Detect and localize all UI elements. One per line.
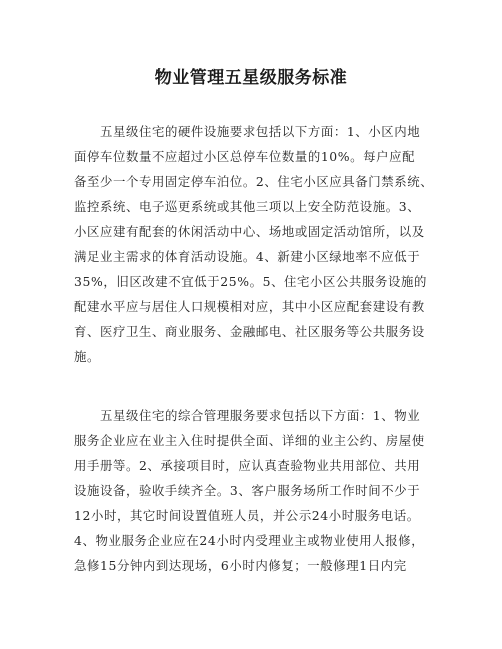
paragraph-line: 35%，旧区改建不宜低于25%。5、住宅小区公共服务设施的 [74,274,427,289]
paragraph-line: 五星级住宅的硬件设施要求包括以下方面：1、小区内地 [100,124,421,139]
paragraph-line: 急修15分钟内到达现场，6小时内修复；一般修理1日内完 [74,558,407,573]
paragraph-line: 服务企业应在业主入住时提供全面、详细的业主公约、房屋使 [74,433,425,448]
paragraph-line: 小区应建有配套的休闲活动中心、场地或固定活动馆所，以及 [74,224,425,239]
paragraph-line: 施。 [74,349,100,364]
paragraph-line: 配建水平应与居住人口规模相对应，其中小区应配套建设有教 [74,299,425,314]
paragraph-line: 备至少一个专用固定停车泊位。2、住宅小区应具备门禁系统、 [74,174,434,189]
paragraph-line: 用手册等。2、承接项目时，应认真查验物业共用部位、共用 [74,458,421,473]
document-title: 物业管理五星级服务标准 [154,68,348,88]
paragraph-line: 设施设备，验收手续齐全。3、客户服务场所工作时间不少于 [74,483,421,498]
paragraph-line: 五星级住宅的综合管理服务要求包括以下方面：1、物业 [100,408,421,423]
paragraph-line: 育、医疗卫生、商业服务、金融邮电、社区服务等公共服务设 [74,324,425,339]
paragraph-line: 12小时，其它时间设置值班人员，并公示24小时服务电话。 [74,508,420,523]
paragraph-line: 面停车位数量不应超过小区总停车位数量的10%。每户应配 [74,149,416,164]
paragraph-line: 4、物业服务企业应在24小时内受理业主或物业使用人报修， [74,533,425,548]
paragraph-line: 满足业主需求的体育活动设施。4、新建小区绿地率不应低于 [74,249,421,264]
paragraph-line: 监控系统、电子巡更系统或其他三项以上安全防范设施。3、 [74,199,421,214]
